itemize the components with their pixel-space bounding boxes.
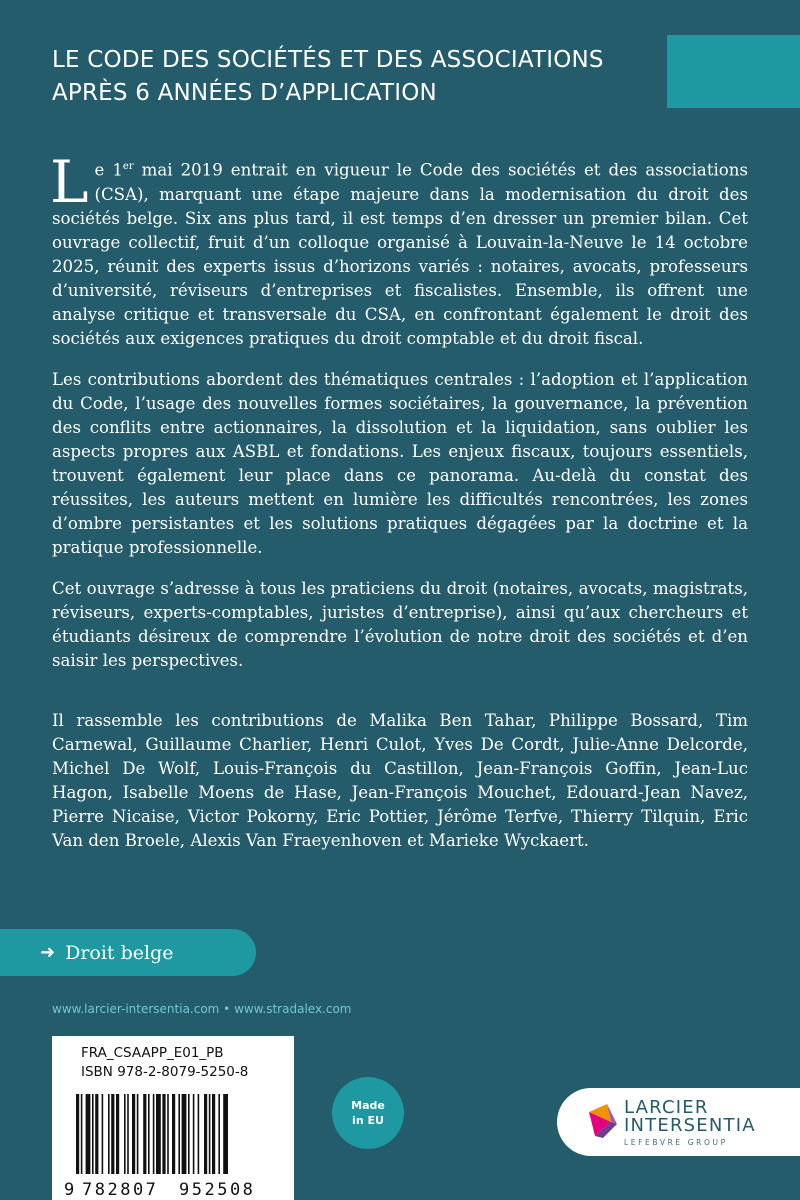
paragraph-contributions: Les contributions abordent des thématiques centrales : l’adoption et l’application du Code, l’usage des nouvelles formes sociétaires, la gouvernance, la prévention des conflits entre actionnaires, la dissolution et la liquidation, sans oublier les aspects propres aux ASBL et fondations. Les enjeux fiscaux, toujours essentiels, trouvent également leur place dans ce panorama. Au-delà du constat des réussites, les auteurs mettent en lumière les difficultés rencontrées, les zones d’ombre persistantes et les solutions pratiques dégagées par la doctrine et la pratique professionnelle. bbox=[52, 369, 748, 557]
drop-cap: L bbox=[50, 148, 89, 216]
accent-block bbox=[667, 35, 800, 108]
isbn-text: ISBN 978-2-8079-5250-8 bbox=[81, 1064, 249, 1080]
ordinal-superscript: er bbox=[122, 161, 134, 172]
barcode-icon bbox=[62, 1094, 286, 1198]
collection-label: Droit belge bbox=[65, 941, 174, 964]
barcode-box bbox=[52, 1036, 294, 1200]
publisher-group: LEFEBVRE GROUP bbox=[624, 1138, 728, 1147]
paragraph-authors: Il rassemble les contributions de Malika Ben Tahar, Philippe Bossard, Tim Carnewal, Guillaume Charlier, Henri Culot, Yves De Cordt, Julie-Anne Delcorde, Michel De Wolf, Louis-François du Castillon, Jean-François Goffin, Jean-Luc Hagon, Isabelle Moens de Hase, Jean-François Mouchet, Edouard-Jean Navez, Pierre Nicaise, Victor Pokorny, Eric Pottier, Jérôme Terfve, Thierry Tilquin, Eric Van den Broele, Alexis Van Fraeyenhoven et Marieke Wyckaert. bbox=[52, 710, 748, 850]
barcode-digits-right: 952508 bbox=[179, 1180, 256, 1198]
intro-rest: mai 2019 entrait en vigueur le Code des sociétés et des associations (CSA), marquant une étape majeure dans la modernisation du droit des sociétés belge. Six ans plus tard, il est temps d’en dresser un premier bilan. Cet ouvrage collectif, fruit d’un colloque organisé à Louvain-la-Neuve le 14 octobre 2025, réunit des experts issus d’horizons variés : notaires, avocats, professeurs d’université, réviseurs d’entreprises et fiscalistes. Ensemble, ils offrent une analyse critique et transversale du CSA, en confrontant également le droit des sociétés aux exigences pratiques du droit comptable et du droit fiscal. bbox=[52, 160, 748, 348]
website-links: www.larcier-intersentia.com • www.stradalex.com bbox=[52, 1002, 352, 1016]
title-line-1: LE CODE DES SOCIÉTÉS ET DES ASSOCIATIONS bbox=[52, 47, 604, 73]
publisher-logo bbox=[557, 1088, 800, 1156]
intro-start: e 1 bbox=[94, 160, 123, 180]
collection-tab bbox=[0, 929, 256, 976]
title-line-2: APRÈS 6 ANNÉES D’APPLICATION bbox=[52, 80, 437, 106]
back-cover-text bbox=[50, 148, 748, 870]
barcode-digit-lead: 9 bbox=[64, 1180, 75, 1198]
arrow-right-icon: ➜ bbox=[40, 942, 56, 963]
book-title bbox=[52, 44, 604, 110]
product-code: FRA_CSAAPP_E01_PB bbox=[81, 1045, 224, 1061]
barcode-bars bbox=[76, 1094, 228, 1174]
publisher-wordmark bbox=[624, 1099, 756, 1147]
made-in-eu-badge bbox=[332, 1077, 404, 1149]
publisher-name-2: INTERSENTIA bbox=[624, 1115, 756, 1136]
publisher-mark-icon bbox=[585, 1102, 619, 1140]
badge-line-2: in EU bbox=[352, 1114, 384, 1127]
publisher-name-1: LARCIER bbox=[624, 1097, 709, 1118]
badge-line-1: Made bbox=[351, 1099, 385, 1112]
paragraph-audience: Cet ouvrage s’adresse à tous les praticiens du droit (notaires, avocats, magistrats, réviseurs, experts-comptables, juristes d’entreprise), ainsi qu’aux chercheurs et étudiants désireux de comprendre l’évolution de notre droit des sociétés et d’en saisir les perspectives. bbox=[52, 578, 748, 670]
paragraph-intro bbox=[50, 148, 748, 351]
barcode-digits-left: 782807 bbox=[82, 1180, 159, 1198]
